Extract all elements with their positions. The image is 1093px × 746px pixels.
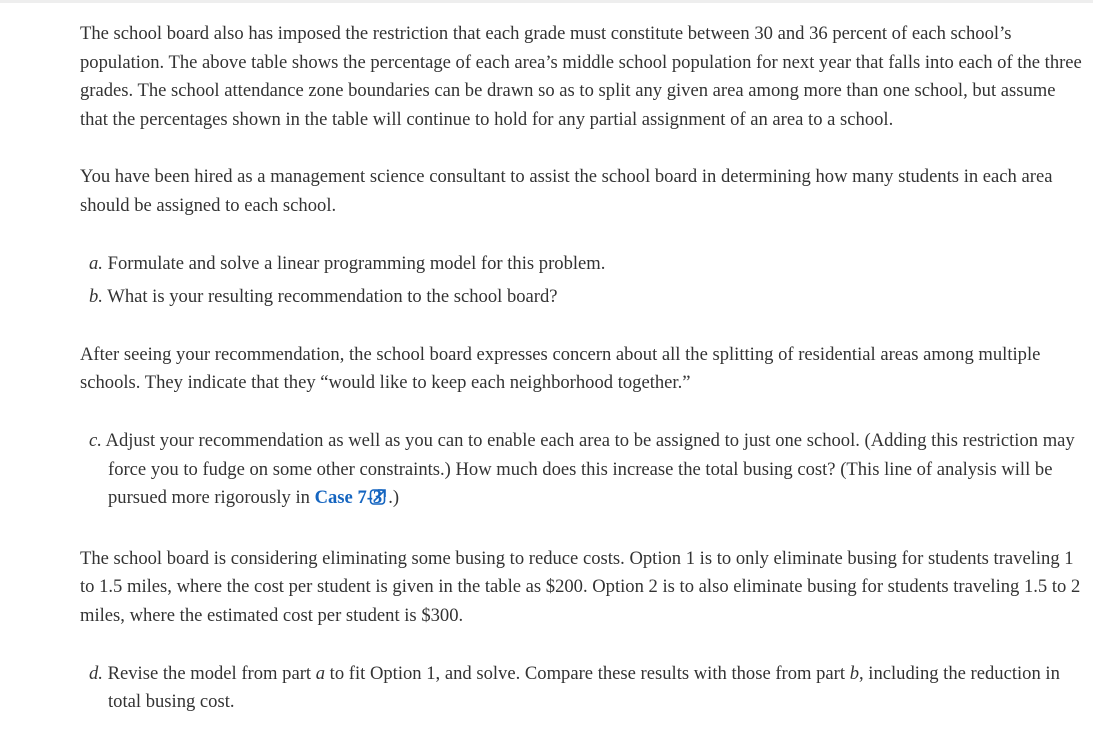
question-a-text: Formulate and solve a linear programming model for this problem. [107, 252, 606, 274]
question-b-text: What is your resulting recommendation to the school board? [107, 286, 558, 308]
question-c-text: Adjust your recommendation as well as you can to enable each area to be assigned to just one school. (Adding this restriction may force you to fudge on some other constraints.) How much does this increase the total busing cost? (This line of analysis will be pursued more rigorously in [105, 429, 1075, 509]
question-d-ref-a: a [315, 662, 326, 684]
question-a-letter: a. [89, 252, 103, 274]
top-divider [0, 0, 1093, 3]
question-c-text-end: .) [388, 487, 400, 509]
question-d-text-2: to fit Option 1, and solve. Compare these results with those from part [329, 662, 846, 684]
question-list-ab [80, 250, 1085, 312]
question-list-d [80, 660, 1085, 717]
question-c [80, 427, 1085, 516]
question-c-letter: c. [89, 429, 102, 451]
case-7-3-link[interactable] [315, 487, 389, 508]
question-b [80, 283, 1085, 312]
case-text [80, 20, 1085, 746]
paragraph-busing-options: The school board is considering eliminating some busing to reduce costs. Option 1 is to only eliminate busing for students traveling 1 to 1.5 miles, where the cost per student is given in the table as $200. Option 2 is to also eliminate busing for students traveling 1.5 to 2 miles, where the estimated cost per student is $300. [80, 547, 1081, 626]
question-d-text-3: , including the reduction in total busing cost. [108, 662, 1060, 713]
case-7-3-link-label: Case 7-3 [314, 487, 383, 509]
question-b-letter: b. [89, 286, 103, 308]
question-d-letter: d. [89, 662, 103, 684]
paragraph-consultant: You have been hired as a management science consultant to assist the school board in determining how many students in each area should be assigned to each school. [80, 166, 1053, 216]
paragraph-neighborhood: After seeing your recommendation, the school board expresses concern about all the splitting of residential areas among multiple schools. They indicate that they “would like to keep each neighborhood together.” [80, 343, 1041, 394]
question-a [80, 250, 1085, 279]
question-d-ref-b: b [849, 662, 859, 684]
question-d [80, 660, 1085, 717]
question-d-text-1: Revise the model from part [107, 662, 312, 684]
question-list-c [80, 427, 1085, 516]
paragraph-grade-restriction: The school board also has imposed the restriction that each grade must constitute between 30 and 36 percent of each school’s population. The above table shows the percentage of each area’s middle school population for next year that falls into each of the three grades. The school attendance zone boundaries can be drawn so as to split any given area among more than one school, but assume that the percentages shown in the table will continue to hold for any partial assignment of an area to a school. [80, 23, 1082, 130]
